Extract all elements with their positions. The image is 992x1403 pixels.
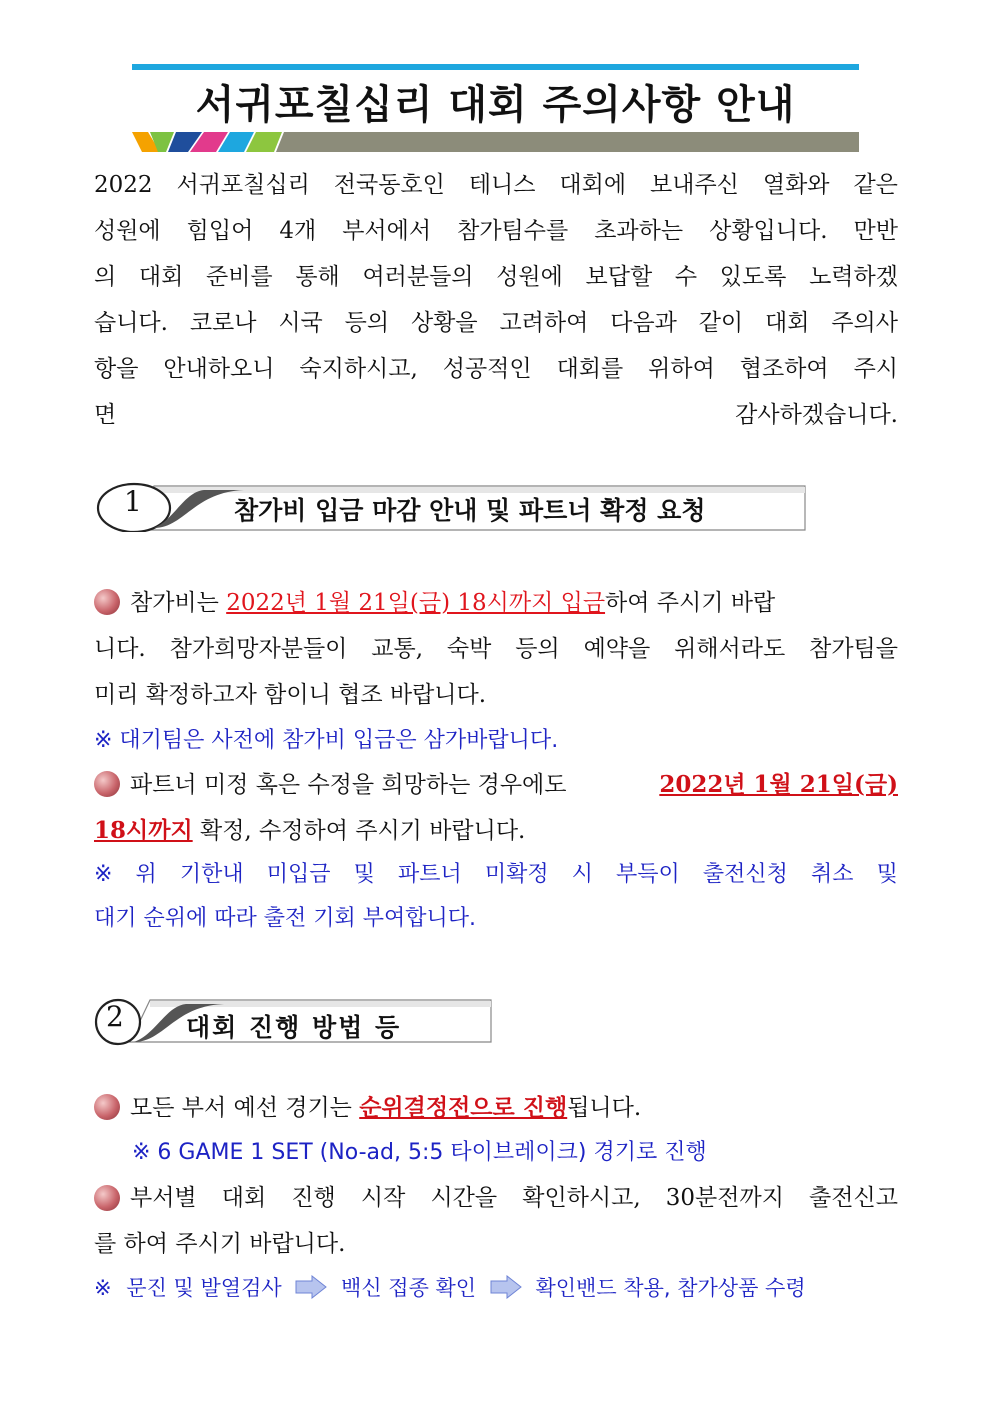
list-item-text: 를 하여 주시기 바랍니다. — [94, 1231, 346, 1257]
list-item-text: 니다. 참가희망자분들이 교통, 숙박 등의 예약을 위해서라도 참가팀을 — [94, 636, 898, 662]
color-stripe-graphic — [132, 132, 859, 152]
step-label: 백신 접종 확인 — [341, 1276, 477, 1300]
section-number: 2 — [106, 1000, 124, 1033]
section-2-heading — [94, 996, 492, 1046]
list-item: 참가비는 2022년 1월 21일(금) 18시까지 입금하여 주시기 바랍 — [94, 580, 898, 626]
intro-line: 면 감사하겠습니다. — [94, 402, 898, 428]
method-highlight: 순위결정전으로 진행 — [359, 1094, 568, 1121]
title-bottom-stripe — [132, 132, 859, 152]
list-item: 파트너 미정 혹은 수정을 희망하는 경우에도 2022년 1월 21일(금) — [94, 762, 898, 808]
list-item-text: 18시까지 확정, 수정하여 주시기 바랍니다. — [94, 817, 526, 844]
page-title: 서귀포칠십리 대회 주의사항 안내 — [195, 81, 796, 128]
step-label: 확인밴드 착용, 참가상품 수령 — [535, 1276, 806, 1300]
section-1-heading — [94, 480, 806, 532]
steps-row — [94, 1265, 898, 1311]
section-title: 대회 진행 방법 등 — [186, 1013, 402, 1042]
bullet-dot-icon — [94, 771, 120, 797]
section-title: 참가비 입금 마감 안내 및 파트너 확정 요청 — [234, 496, 706, 525]
step-label: 문진 및 발열검사 — [126, 1276, 282, 1300]
title-block — [132, 64, 859, 152]
bullet-dot-icon — [94, 589, 120, 615]
intro-line: 2022 서귀포칠십리 전국동호인 테니스 대회에 보내주신 열화와 같은 — [94, 172, 898, 198]
intro-line: 성원에 힘입어 4개 부서에서 참가팀수를 초과하는 상황입니다. 만반 — [94, 218, 898, 244]
list-item-text: 미리 확정하고자 함이니 협조 바랍니다. — [94, 682, 487, 708]
bullet-dot-icon — [94, 1185, 120, 1211]
note-text: ※ 대기팀은 사전에 참가비 입금은 삼가바랍니다. — [94, 728, 559, 753]
list-item: 부서별 대회 진행 시작 시간을 확인하시고, 30분전까지 출전신고 — [94, 1175, 898, 1221]
bullet-dot-icon — [94, 1094, 120, 1120]
note-mark: ※ — [94, 1276, 112, 1300]
arrow-right-icon — [294, 1275, 328, 1299]
list-item: 모든 부서 예선 경기는 순위결정전으로 진행됩니다. — [94, 1085, 898, 1131]
note-text: ※ 위 기한내 미입금 및 파트너 미확정 시 부득이 출전신청 취소 및 — [94, 862, 898, 887]
intro-line: 습니다. 코로나 시국 등의 상황을 고려하여 다음과 같이 대회 주의사 — [94, 310, 898, 336]
deadline-highlight: 18시까지 — [94, 817, 193, 844]
deadline-highlight: 2022년 1월 21일(금) 18시까지 입금 — [226, 590, 606, 616]
note-text: 대기 순위에 따라 출전 기회 부여합니다. — [94, 906, 476, 931]
intro-paragraph — [94, 162, 898, 438]
intro-line: 항을 안내하오니 숙지하시고, 성공적인 대회를 위하여 협조하여 주시 — [94, 356, 898, 382]
arrow-right-icon — [489, 1275, 523, 1299]
section-number: 1 — [124, 485, 142, 518]
intro-line: 의 대회 준비를 통해 여러분들의 성원에 보답할 수 있도록 노력하겠 — [94, 264, 898, 290]
deadline-highlight: 2022년 1월 21일(금) — [659, 771, 898, 798]
note-text: ※ 6 GAME 1 SET (No-ad, 5:5 타이브레이크) 경기로 진행 — [132, 1140, 707, 1165]
